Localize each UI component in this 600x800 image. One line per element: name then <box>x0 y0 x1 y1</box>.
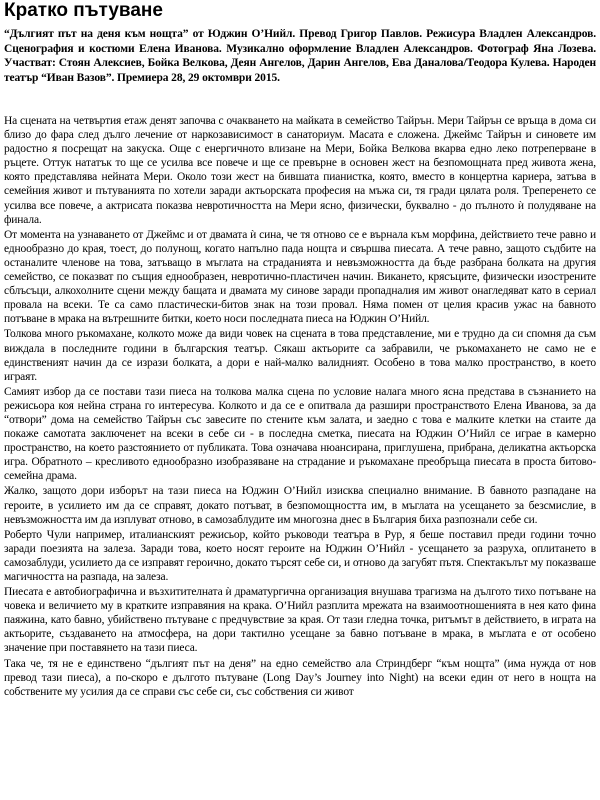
paragraph-2: От момента на узнаването от Джеймс и от двамата ѝ сина, че тя отново се е върнала към морфина, действието тече равно и еднообразно до края, тоест, до полунощ, когато напълно пада нощта и свършва пиесата. А тече равно, защото съдбите на останалите членове на това, затъващо в мъглата на страданията и невъзможността да бъде разбрана болката на другия семейство, се показват по същия еднообразен, невротично-пластичен начин. Виканeто, крясъците, физически изострените сблъсъци, алкохолните сцени между бащата и двамата му синове заради пропадналия им живот онагледяват като в сериал провала на всеки. Те са само пластически-битов знак на този провал. Няма помен от целия красив ужас на бавното потъване в мрака на вътрешните битки, което носи последната пиеса на Юджин О’Нийл. <box>4 228 596 326</box>
paragraph-8: Така че, тя не е единствено “дългият път на деня” на едно семейство ала Стриндберг “към нощта” (има нужда от нов превод тази пиеса), а по-скоро е дългото пътуване (Long Day’s Journey into Night) на всеки един от него в нощта на собствените му усилия да се справи със себе си, със собствения си живот <box>4 657 596 698</box>
paragraph-5: Жалко, защото дори изборът на тази пиеса на Юджин О’Нийл изисква специално внимание. В бавното разпадане на героите, в усилието им да се справят, докато потъват, в безпомощността им, в мъглата на усещането за безсмислие, в невъзможността им да изплуват отново, в самозаблудите им многозна днес в България биха разпознали себе си. <box>4 485 596 526</box>
paragraph-7: Пиесата е автобиографична и възхитителната ѝ драматургична организация внушава трагизма на дългото тихо потъване на човека и величието му в кратките изправяния на крака. О’Нийл разплита мрежата на взаимоотношенията в нея като фина паяжина, като бавно, убийствено пътуване с предчувствие за края. От тази гледна точка, ритъмът в действието, в играта на актьорите, създаването на атмосфера, на дори тактилно усещане за бавно потъване в мрака, в мъглата е от особено значение при поставянето на тази пиеса. <box>4 586 596 655</box>
paragraph-4: Самият избор да се постави тази пиеса на толкова малка сцена по условие налага много ясна представа в съзнанието на режисьора коя нейна страна го интересува. Колкото и да се е опитвала да разшири пространството Елена Иванова, за да “отвори” дома на семейство Тайрън със завесите по стените към залата, и заедно с това е малките клетки на стаите да покаже самотата заключенет на всеки в себе си - в последна сметка, пиесата на Юджин О’Нийл се играе в камерно пространство, на което разстоянието от публиката. Това означава нюансирана, приглушена, прибрана, деликатна актьорска игра. Обратното – кресливото еднообразно изобразяване на страдание и ръкомахане преобръща пиесата в проста битово-семейна драма. <box>4 385 596 483</box>
article-body <box>4 114 596 699</box>
paragraph-1: На сцената на четвъртия етаж денят започва с очакването на майката в семейство Тайрън. Мери Тайрън се връща в дома си близо до фара след дълго лечение от наркозависимост в санаториум. Масата е сложена. Джеймс Тайрън и синовете им радостно я посрещат на закуска. Още с енергичното влизане на Мери, Бойка Велкова вкарва едно леко потреперване в ръцете. Оттук нататък то ще се усилва все повече и ще се превърне в основен жест на безпомощната пред живота жена, която представлява нейната Мери. Около този жест на бившата пианистка, която, вместо в концертна кариера, затъва в семейния живот и пътуванията по хотели заради актьорската професия на мъжа си, тя гради цялата роля. Треперенето се усилва все повече, а актрисата показва невротичността на Мери ясно, физически, буквално - до пълното ѝ полудяване на финала. <box>4 115 596 226</box>
paragraph-6: Роберто Чули например, италианският режисьор, който ръководи театъра в Рур, я беше поставил преди години точно заради поезията на залеза. Заради това, което носят героите на Юджин О’Нийл - усещането за разруха, оплитането в самозаблуди, усилието да се изправят героично, докато търсят себе си, и отново да загубят пътя. Спектакълът му показваше магичността на разпада, на залеза. <box>4 528 596 583</box>
production-credits: “Дългият път на деня към нощта” от Юджин О’Нийл. Превод Григор Павлов. Режисура Владлен Александров. Сценография и костюми Елена Иванова. Музикално оформление Владлен Александров. Фотограф Яна Лозева. Участват: Стоян Алексиев, Бойка Велкова, Деян Ангелов, Дарин Ангелов, Ева Даналова/Теодора Кулева. Народен театър “Иван Вазов”. Премиера 28, 29 октомври 2015. <box>4 28 596 84</box>
paragraph-3: Толкова много ръкомахане, колкото може да види човек на сцената в това представление, ми е трудно да си спомня да съм виждала в последните години в българския театър. Сякаш актьорите са забравили, че ръкомахането не само не е единственият начин да се изрази болката, а дори е най-малко валидният. Особено в това малко пространство, в което играят. <box>4 328 596 383</box>
article-title: Кратко пътуване <box>4 0 163 21</box>
